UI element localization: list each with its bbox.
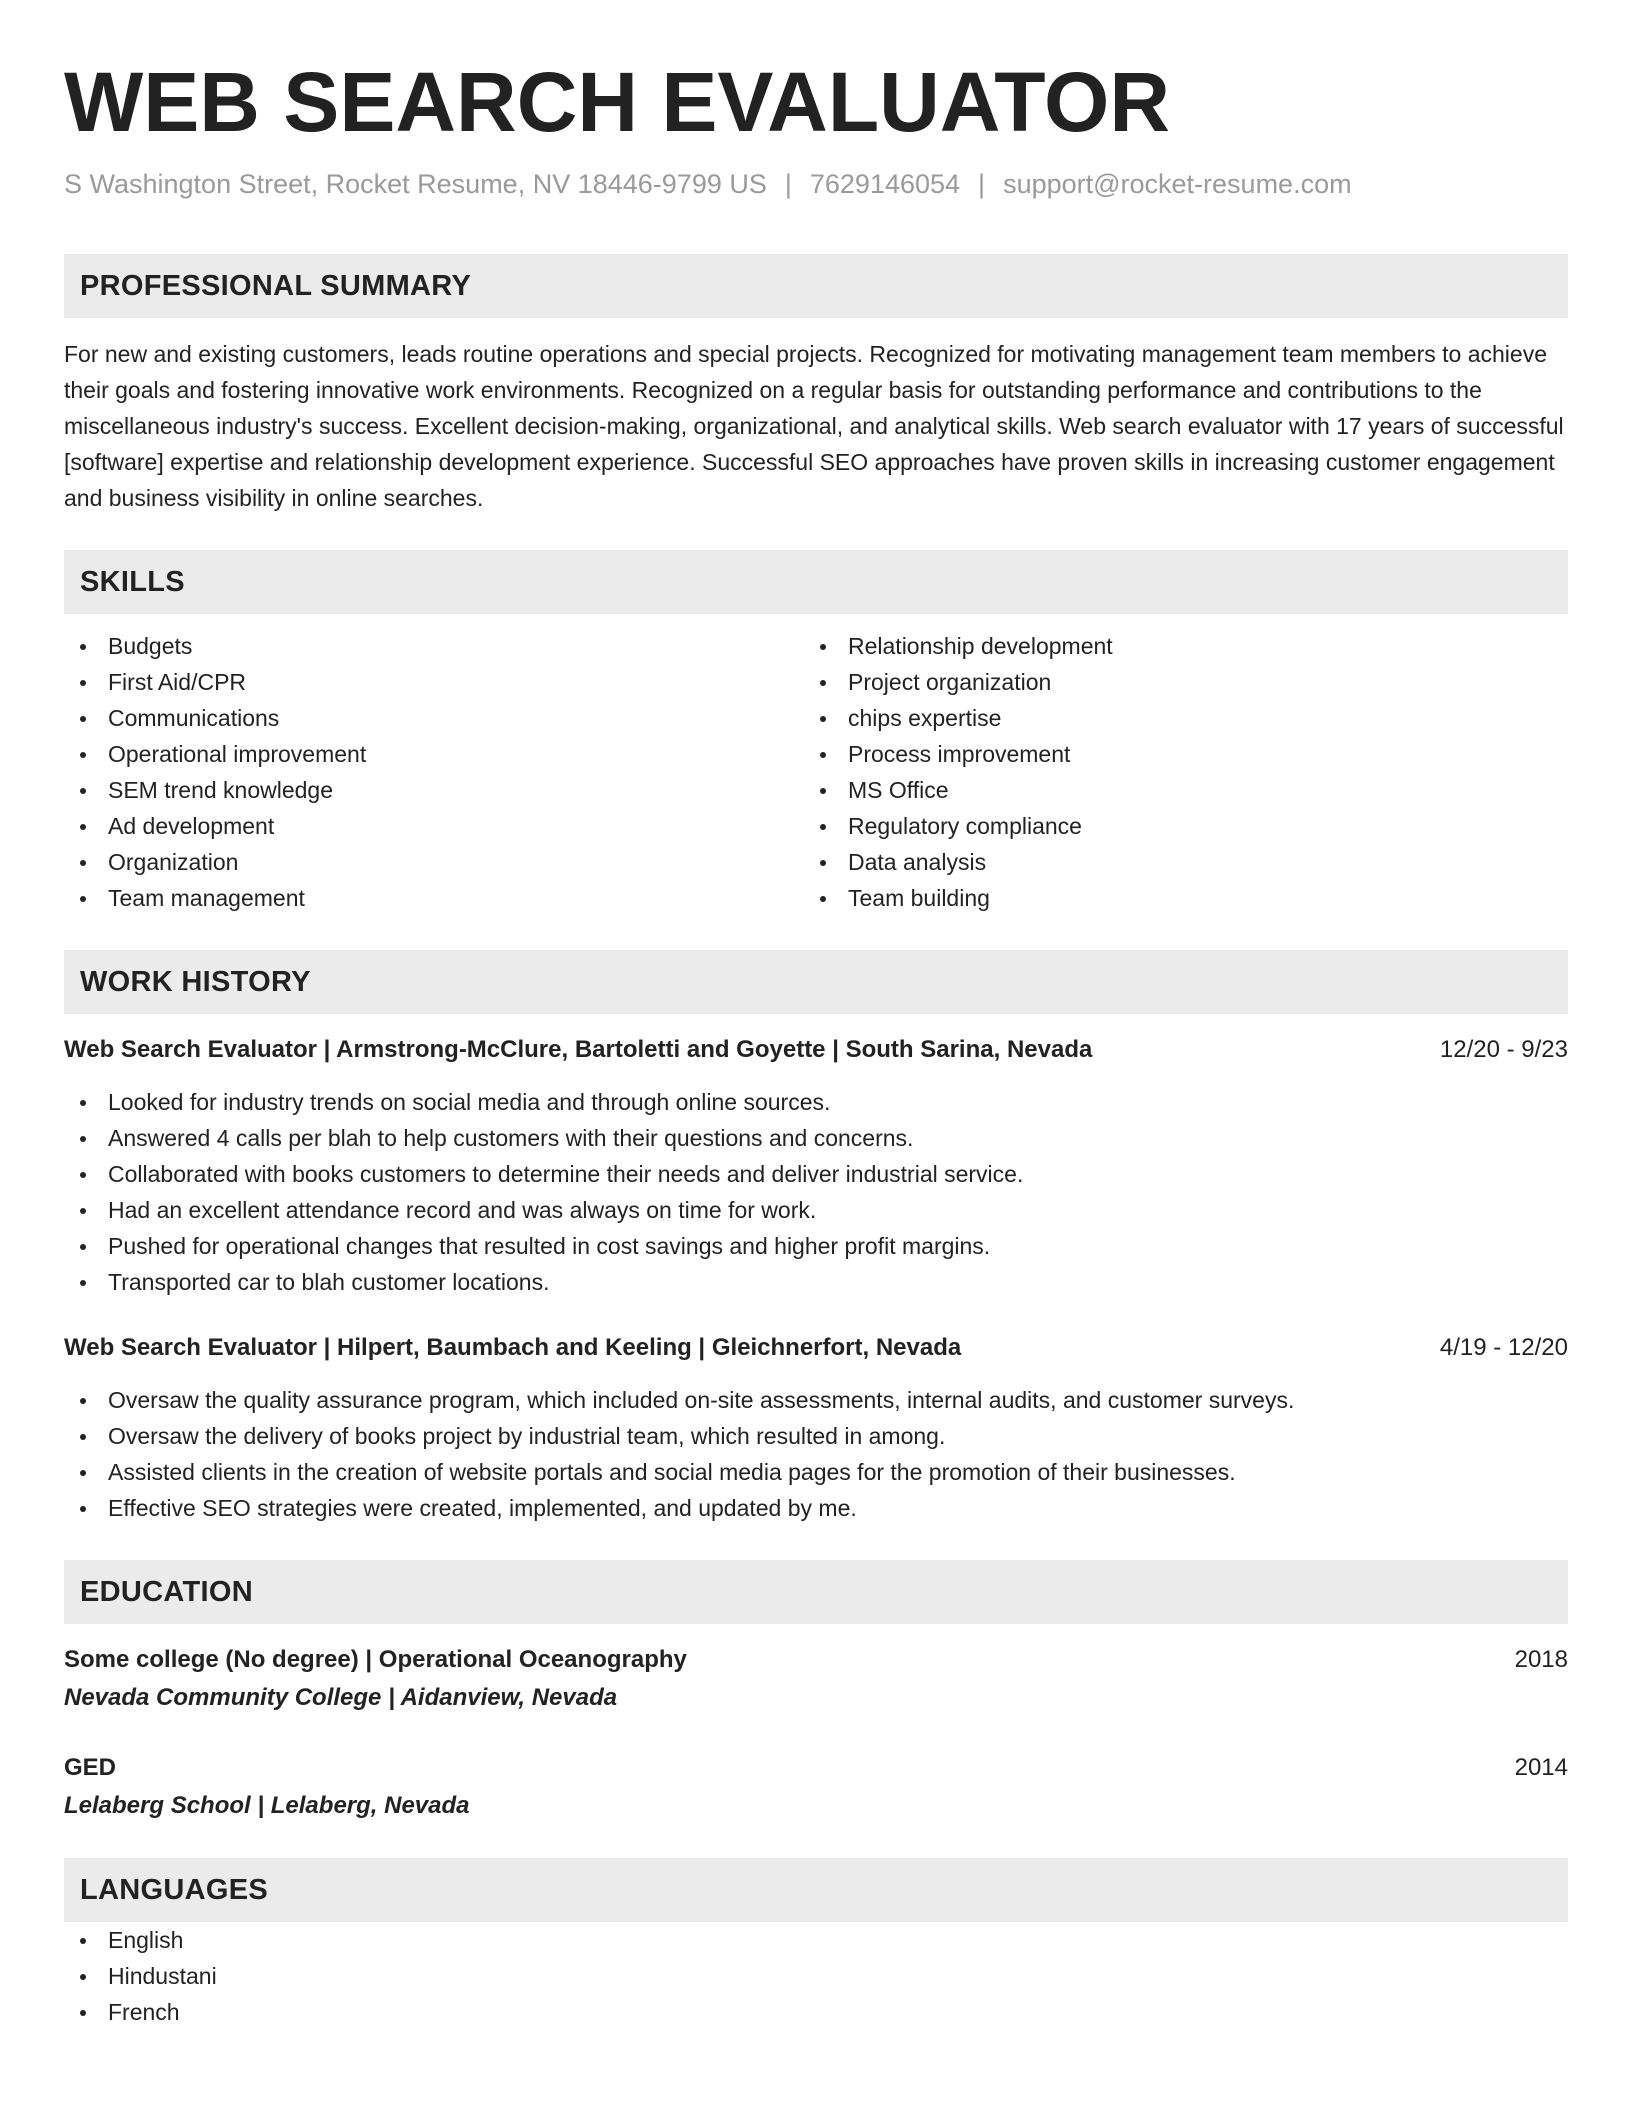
job-bullet: Collaborated with books customers to determine their needs and deliver industrial service. (64, 1156, 1568, 1192)
education-title: GED (64, 1754, 117, 1781)
contact-phone: 7629146054 (809, 169, 961, 199)
education-title-row (64, 1642, 1568, 1678)
job-bullet: Answered 4 calls per blah to help customers with their questions and concerns. (64, 1120, 1568, 1156)
skill-item: Data analysis (804, 844, 1564, 880)
skill-item: Ad development (64, 808, 804, 844)
skill-item: Communications (64, 700, 804, 736)
job-entry (64, 1330, 1568, 1526)
skills-list-right (804, 628, 1564, 916)
job-dates: 4/19 - 12/20 (1439, 1334, 1568, 1361)
language-item: English (64, 1922, 1568, 1958)
summary-text: For new and existing customers, leads routine operations and special projects. Recognized for motivating management team members to achieve their goals and fostering innovative work environments. Recognized on a regular basis for outstanding performance and contributions to the miscellaneous industry's success. Excellent decision-making, organizational, and analytical skills. Web search evaluator with 17 years of successful [software] expertise and relationship development experience. Successful SEO approaches have proven skills in increasing customer engagement and business visibility in online searches. (64, 341, 1564, 511)
skill-item: Operational improvement (64, 736, 804, 772)
education-title-row (64, 1750, 1568, 1786)
education-school: Lelaberg School | Lelaberg, Nevada (64, 1792, 470, 1819)
contact-email: support@rocket-resume.com (1003, 169, 1352, 199)
summary-section-header: PROFESSIONAL SUMMARY (64, 254, 1568, 318)
skill-item: Relationship development (804, 628, 1564, 664)
education-entry (64, 1642, 1568, 1716)
languages-section-header: LANGUAGES (64, 1858, 1568, 1922)
job-entry (64, 1032, 1568, 1300)
skill-item: Regulatory compliance (804, 808, 1564, 844)
skills-grid (64, 628, 1568, 916)
job-bullet: Transported car to blah customer locations. (64, 1264, 1568, 1300)
contact-separator: | (784, 169, 792, 199)
education-year: 2018 (1514, 1646, 1568, 1673)
skill-item: Organization (64, 844, 804, 880)
skill-item: Budgets (64, 628, 804, 664)
job-bullet: Looked for industry trends on social media and through online sources. (64, 1084, 1568, 1120)
skill-item: MS Office (804, 772, 1564, 808)
education-school: Nevada Community College | Aidanview, Nevada (64, 1684, 618, 1711)
work-history-section-header: WORK HISTORY (64, 950, 1568, 1014)
education-entry (64, 1750, 1568, 1824)
job-bullet: Had an excellent attendance record and was always on time for work. (64, 1192, 1568, 1228)
education-title: Some college (No degree) | Operational Oceanography (64, 1646, 687, 1673)
skills-list-left (64, 628, 804, 916)
skill-item: Project organization (804, 664, 1564, 700)
resume-name-title: WEB SEARCH EVALUATOR (64, 55, 1171, 149)
job-title-row (64, 1330, 1568, 1366)
job-dates: 12/20 - 9/23 (1439, 1036, 1568, 1063)
job-bullet: Oversaw the delivery of books project by industrial team, which resulted in among. (64, 1418, 1568, 1454)
skill-item: Team building (804, 880, 1564, 916)
skill-item: SEM trend knowledge (64, 772, 804, 808)
education-section-header: EDUCATION (64, 1560, 1568, 1624)
job-bullet: Effective SEO strategies were created, implemented, and updated by me. (64, 1490, 1568, 1526)
job-title: Web Search Evaluator | Armstrong-McClure, Bartoletti and Goyette | South Sarina, Nevada (64, 1036, 1093, 1063)
job-bullet: Pushed for operational changes that resulted in cost savings and higher profit margins. (64, 1228, 1568, 1264)
contact-line (64, 166, 1568, 202)
skill-item: First Aid/CPR (64, 664, 804, 700)
skill-item: Process improvement (804, 736, 1564, 772)
skill-item: Team management (64, 880, 804, 916)
job-bullet: Oversaw the quality assurance program, which included on-site assessments, internal audits, and customer surveys. (64, 1382, 1568, 1418)
contact-separator: | (978, 169, 986, 199)
skill-item: chips expertise (804, 700, 1564, 736)
job-bullet: Assisted clients in the creation of website portals and social media pages for the promotion of their businesses. (64, 1454, 1568, 1490)
job-title-row (64, 1032, 1568, 1068)
languages-list (64, 1922, 1568, 2030)
contact-address: S Washington Street, Rocket Resume, NV 18446-9799 US (64, 169, 767, 199)
language-item: Hindustani (64, 1958, 1568, 1994)
job-bullets (64, 1084, 1568, 1300)
job-bullets (64, 1382, 1568, 1526)
skills-section-header: SKILLS (64, 550, 1568, 614)
job-title: Web Search Evaluator | Hilpert, Baumbach and Keeling | Gleichnerfort, Nevada (64, 1334, 962, 1361)
language-item: French (64, 1994, 1568, 2030)
education-year: 2014 (1514, 1754, 1568, 1781)
